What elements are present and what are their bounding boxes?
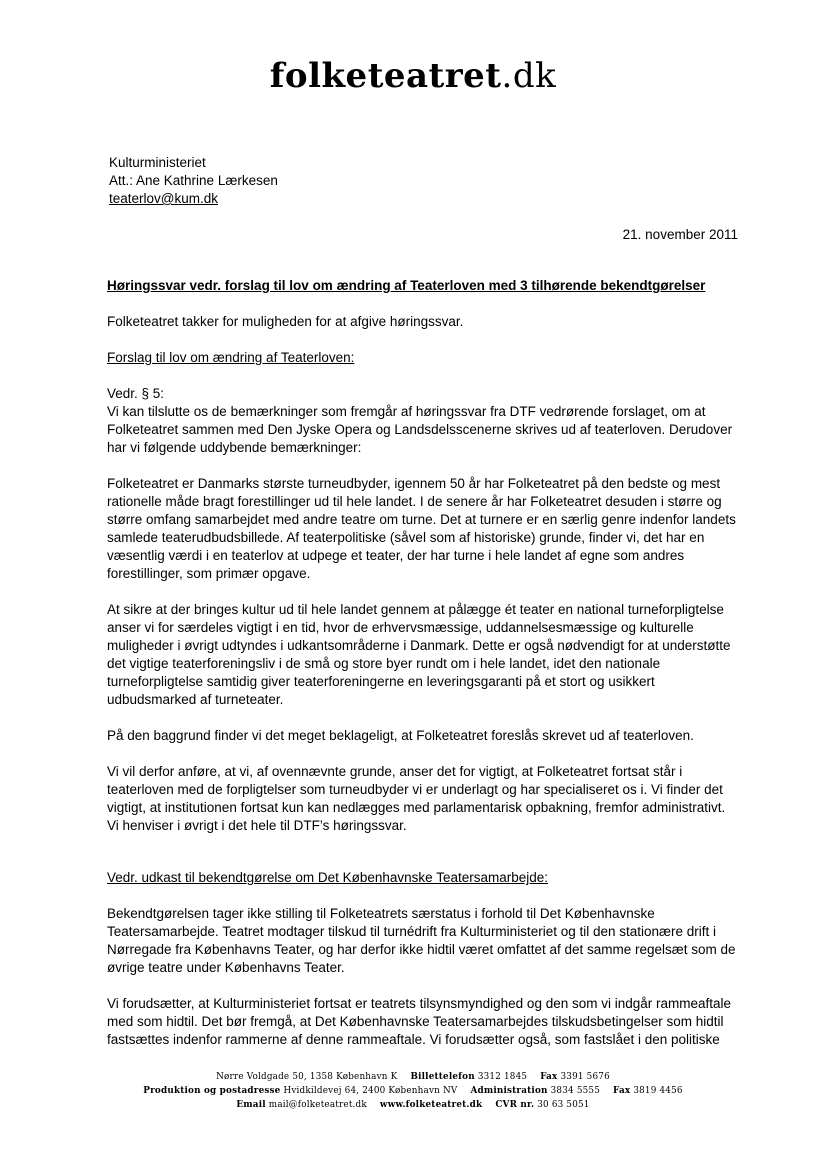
paragraph-3: At sikre at der bringes kultur ud til hele landet gennem at pålægge ét teater en national turneforpligtelse anser vi for særdeles vigtigt i en tid, hvor de erhvervsmæssige, uddannelsesmæssige og kulturelle muligheder i øvrigt udtyndes i udkantsområderne i Danmark. Dette er også nødvendigt for at understøtte det vigtige teaterforeningsliv i de små og store byer rundt om i hele landet, idet den nationale turneforpligtelse samtidig giver teaterforeningerne en leveringsgaranti på et stort og usikkert udbudsmarked af turneteater. bbox=[107, 602, 731, 707]
footer-admin-label: Administration bbox=[470, 1086, 548, 1096]
footer-admin-number: 3834 5555 bbox=[550, 1086, 601, 1096]
letter-body bbox=[107, 277, 739, 1049]
footer-fax1-label: Fax bbox=[540, 1072, 558, 1082]
paragraph-6: Bekendtgørelsen tager ikke stilling til Folketeatrets særstatus i forhold til Det Københavnske Teatersamarbejde. Teatret modtager tilskud til turnédrift fra Kulturministeriet og til den stationære drift i Nørregade fra Københavns Teater, og har derfor ikke hidtil været omfattet af det samme regelsæt som de øvrige teatre under Københavns Teater. bbox=[107, 906, 736, 975]
footer-cvr-number: 30 63 5051 bbox=[537, 1100, 590, 1110]
section-heading-teatersamarbejde: Vedr. udkast til bekendtgørelse om Det Københavnske Teatersamarbejde: bbox=[107, 870, 548, 885]
footer-ticket-label: Billettelefon bbox=[410, 1072, 475, 1082]
paragraph-label-vedr-5: Vedr. § 5: bbox=[107, 386, 165, 401]
footer-line-3 bbox=[0, 1098, 826, 1112]
section-heading-teaterloven: Forslag til lov om ændring af Teaterloven: bbox=[107, 350, 355, 365]
footer-fax1-number: 3391 5676 bbox=[560, 1072, 610, 1082]
recipient-attention: Att.: Ane Kathrine Lærkesen bbox=[109, 173, 278, 188]
intro-paragraph: Folketeatret takker for muligheden for at afgive høringssvar. bbox=[107, 314, 464, 329]
letterhead-logo bbox=[0, 54, 826, 98]
footer-cvr-label: CVR nr. bbox=[495, 1100, 535, 1110]
recipient-email-link[interactable]: teaterlov@kum.dk bbox=[109, 191, 218, 206]
footer-fax2-number: 3819 4456 bbox=[633, 1086, 683, 1096]
paragraph-1: Vi kan tilslutte os de bemærkninger som fremgår af høringssvar fra DTF vedrørende forslaget, om at Folketeatret sammen med Den Jyske Opera og Landsdelsscenerne skrives ud af teaterloven. Derudover har vi følgende uddybende bemærkninger: bbox=[107, 404, 733, 455]
paragraph-7: Vi forudsætter, at Kulturministeriet fortsat er teatrets tilsynsmyndighed og den som vi indgår rammeaftale med som hidtil. Det bør fremgå, at Det Københavnske Teatersamarbejdes tilskudsbetingelser som hidtil fastsættes indenfor rammerne af denne rammeaftale. Vi forudsætter også, som fastslået i den politiske bbox=[107, 996, 732, 1047]
recipient-name: Kulturministeriet bbox=[109, 155, 206, 170]
footer-production-label: Produktion og postadresse bbox=[143, 1086, 281, 1096]
paragraph-2: Folketeatret er Danmarks største turneudbyder, igennem 50 år har Folketeatret på den bedste og mest rationelle måde bragt forestillinger ud til hele landet. I de senere år har Folketeatret desuden i større og større omfang samarbejdet med andre teatre om turne. Det at turnere er en særlig genre indenfor landets samlede teaterudbudsbillede. Af teaterpolitiske (såvel som af historiske) grunde, finder vi, det har en væsentlig værdi i en teaterlov at udpege et teater, der har turne i hele landet af egne som andres forestillinger, som primær opgave. bbox=[107, 476, 736, 581]
logo-name: folketeatret bbox=[269, 56, 502, 96]
paragraph-4: På den baggrund finder vi det meget beklageligt, at Folketeatret foreslås skrevet ud af teaterloven. bbox=[107, 728, 694, 743]
footer-address: Nørre Voldgade 50, 1358 København K bbox=[216, 1072, 398, 1082]
letterhead-footer bbox=[0, 1070, 826, 1112]
footer-fax2-label: Fax bbox=[613, 1086, 631, 1096]
footer-production-address: Hvidkildevej 64, 2400 København NV bbox=[283, 1086, 458, 1096]
footer-line-2 bbox=[0, 1084, 826, 1098]
footer-email-label: Email bbox=[236, 1100, 266, 1110]
recipient-block bbox=[109, 154, 278, 208]
footer-email-link[interactable]: mail@folketeatret.dk bbox=[268, 1100, 367, 1110]
footer-ticket-number: 3312 1845 bbox=[477, 1072, 528, 1082]
footer-line-1 bbox=[0, 1070, 826, 1084]
logo-domain: .dk bbox=[501, 56, 557, 96]
letter-date: 21. november 2011 bbox=[622, 227, 738, 242]
footer-website-link[interactable]: www.folketeatret.dk bbox=[379, 1100, 483, 1110]
paragraph-5: Vi vil derfor anføre, at vi, af ovennævnte grunde, anser det for vigtigt, at Folketeatret fortsat står i teaterloven med de forpligtelser som turneudbyder vi er underlagt og har specialiseret os i. Vi finder det vigtigt, at institutionen fortsat kun kan nedlægges med parlamentarisk opbakning, fremfor administrativt. Vi henviser i øvrigt i det hele til DTF’s høringssvar. bbox=[107, 764, 726, 833]
letter-subject: Høringssvar vedr. forslag til lov om ændring af Teaterloven med 3 tilhørende bekendtgørelser bbox=[107, 278, 706, 293]
